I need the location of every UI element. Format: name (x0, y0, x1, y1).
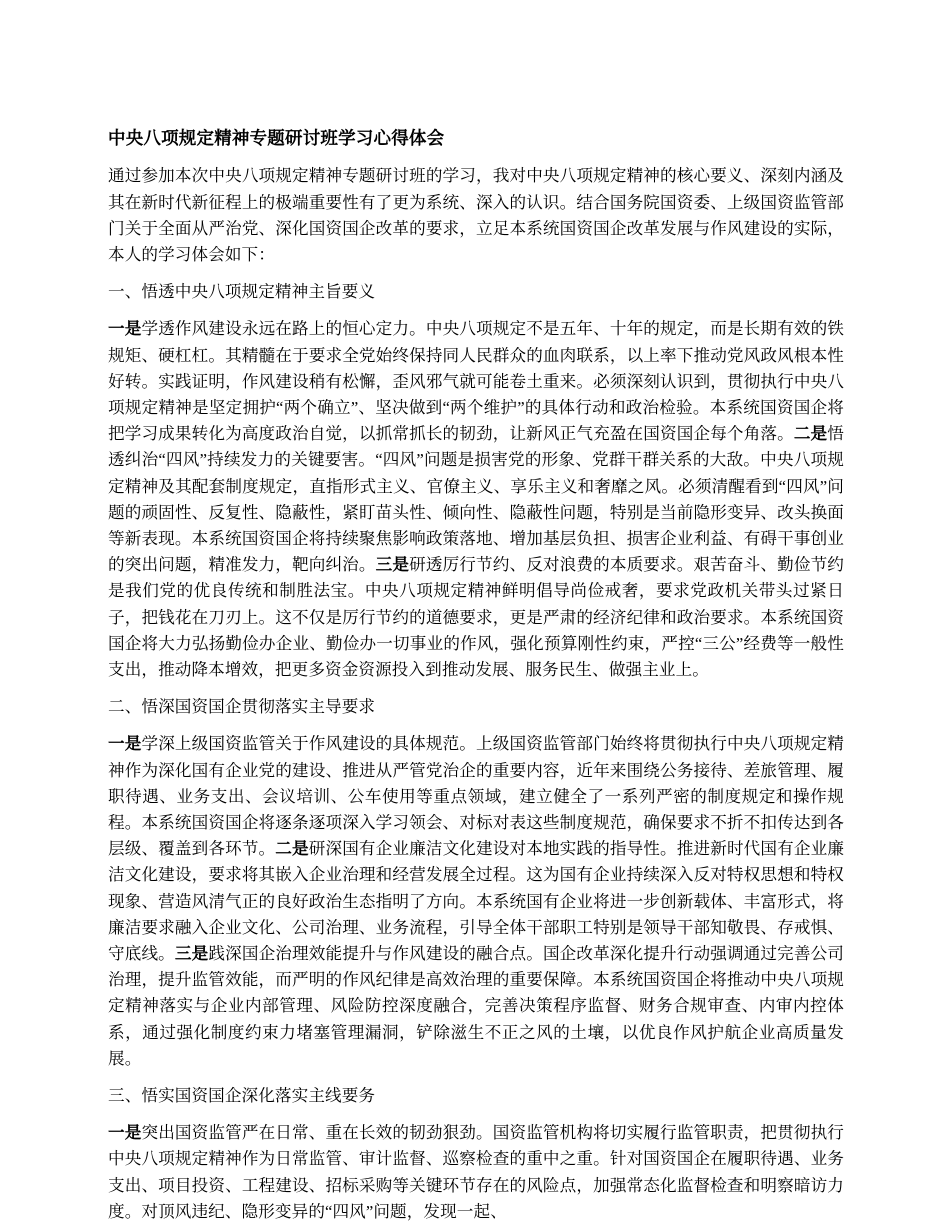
section-heading-2: 二、悟深国资国企贯彻落实主导要求 (108, 697, 376, 717)
intro-paragraph: 通过参加本次中央八项规定精神专题研讨班的学习，我对中央八项规定精神的核心要义、深刻内涵及其在新时代新征程上的极端重要性有了更为系统、深入的认识。结合国务院国资委、上级国资监管部门关于全面从严治党、深化国资国企改革的要求，立足本系统国资国企改革发展与作风建设的实际，本人的学习体会如下： (108, 166, 844, 264)
point-marker-2-3: 三是 (174, 944, 209, 964)
point-marker-2-1: 一是 (108, 734, 142, 754)
point-marker-1-3: 三是 (375, 555, 410, 575)
point-marker-2-2: 二是 (275, 839, 309, 859)
point-text-2-1: 学深上级国资监管关于作风建设的具体规范。上级国资监管部门始终将贯彻执行中央八项规定精神作为深化国有企业党的建设、推进从严管党治企的重要内容，近年来围绕公务接待、差旅管理、履职待遇、业务支出、会议培训、公车使用等重点领域，建立健全了一系列严密的制度规定和操作规程。本系统国资国企将逐条逐项深入学习领会、对标对表这些制度规范，确保要求不折不扣传达到各层级、覆盖到各环节。 (108, 734, 845, 859)
point-text-1-1: 学透作风建设永远在路上的恒心定力。中央八项规定不是五年、十年的规定，而是长期有效的铁规矩、硬杠杠。其精髓在于要求全党始终保持同人民群众的血肉联系，以上率下推动党风政风根本性好转。实践证明，作风建设稍有松懈，歪风邪气就可能卷土重来。必须深刻认识到，贯彻执行中央八项规定精神是坚定拥护“两个确立”、坚决做到“两个维护”的具体行动和政治检验。本系统国资国企将把学习成果转化为高度政治自觉，以抓常抓长的韧劲，让新风正气充盈在国资国企每个角落。 (108, 319, 845, 444)
page-title: 中央八项规定精神专题研讨班学习心得体会 (108, 128, 445, 148)
section-heading-1: 一、悟透中央八项规定精神主旨要义 (108, 282, 376, 302)
point-text-2-3: 践深国企治理效能提升与作风建设的融合点。国企改革深化提升行动强调通过完善公司治理，提升监管效能，而严明的作风纪律是高效治理的重要保障。本系统国资国企将推动中央八项规定精神落实与企业内部管理、风险防控深度融合，完善决策程序监督、财务合规审查、内审内控体系，通过强化制度约束力堵塞管理漏洞，铲除滋生不正之风的土壤，以优良作风护航企业高质量发展。 (108, 944, 845, 1068)
point-text-3-1: 突出国资监管严在日常、重在长效的韧劲狠劲。国资监管机构将切实履行监管职责，把贯彻执行中央八项规定精神作为日常监管、审计监督、巡察检查的重中之重。针对国资国企在履职待遇、业务支出、项目投资、工程建设、招标采购等关键环节存在的风险点，加强常态化监督检查和明察暗访力度。对顶风违纪、隐形变异的“四风”问题，发现一起、 (108, 1123, 845, 1221)
point-marker-1-1: 一是 (108, 319, 142, 339)
section-heading-3: 三、悟实国资国企深化落实主线要务 (108, 1086, 376, 1106)
section-3-paragraph (108, 1120, 844, 1225)
point-text-2-2: 研深国有企业廉洁文化建设对本地实践的指导性。推进新时代国有企业廉洁文化建设，要求将其嵌入企业治理和经营发展全过程。这为国有企业持续深入反对特权思想和特权现象、营造风清气正的良好政治生态指明了方向。本系统国有企业将进一步创新载体、丰富形式，将廉洁要求融入企业文化、公司治理、业务流程，引导全体干部职工特别是领导干部知敬畏、存戒惧、守底线。 (108, 839, 845, 964)
point-marker-1-2: 二是 (793, 424, 828, 444)
section-1-paragraph (108, 316, 844, 683)
point-text-1-3: 研透厉行节约、反对浪费的本质要求。艰苦奋斗、勤俭节约是我们党的优良传统和制胜法宝。中央八项规定精神鲜明倡导尚俭戒奢，要求党政机关带头过紧日子，把钱花在刀刃上。这不仅是厉行节约的道德要求，更是严肃的经济纪律和政治要求。本系统国资国企将大力弘扬勤俭办企业、勤俭办一切事业的作风，强化预算刚性约束，严控“三公”经费等一般性支出，推动降本增效，把更多资金资源投入到推动发展、服务民生、做强主业上。 (108, 555, 844, 680)
document-body (108, 126, 844, 1225)
section-2-paragraph (108, 731, 844, 1072)
point-text-1-2: 悟透纠治“四风”持续发力的关键要害。“四风”问题是损害党的形象、党群干群关系的大敌。中央八项规定精神及其配套制度规定，直指形式主义、官僚主义、享乐主义和奢靡之风。必须清醒看到“四风”问题的顽固性、反复性、隐蔽性，紧盯苗头性、倾向性、隐蔽性问题，特别是当前隐形变异、改头换面等新表现。本系统国资国企将持续聚焦影响政策落地、增加基层负担、损害企业利益、有碍干事创业的突出问题，精准发力，靶向纠治。 (108, 424, 844, 575)
point-marker-3-1: 一是 (108, 1123, 142, 1143)
